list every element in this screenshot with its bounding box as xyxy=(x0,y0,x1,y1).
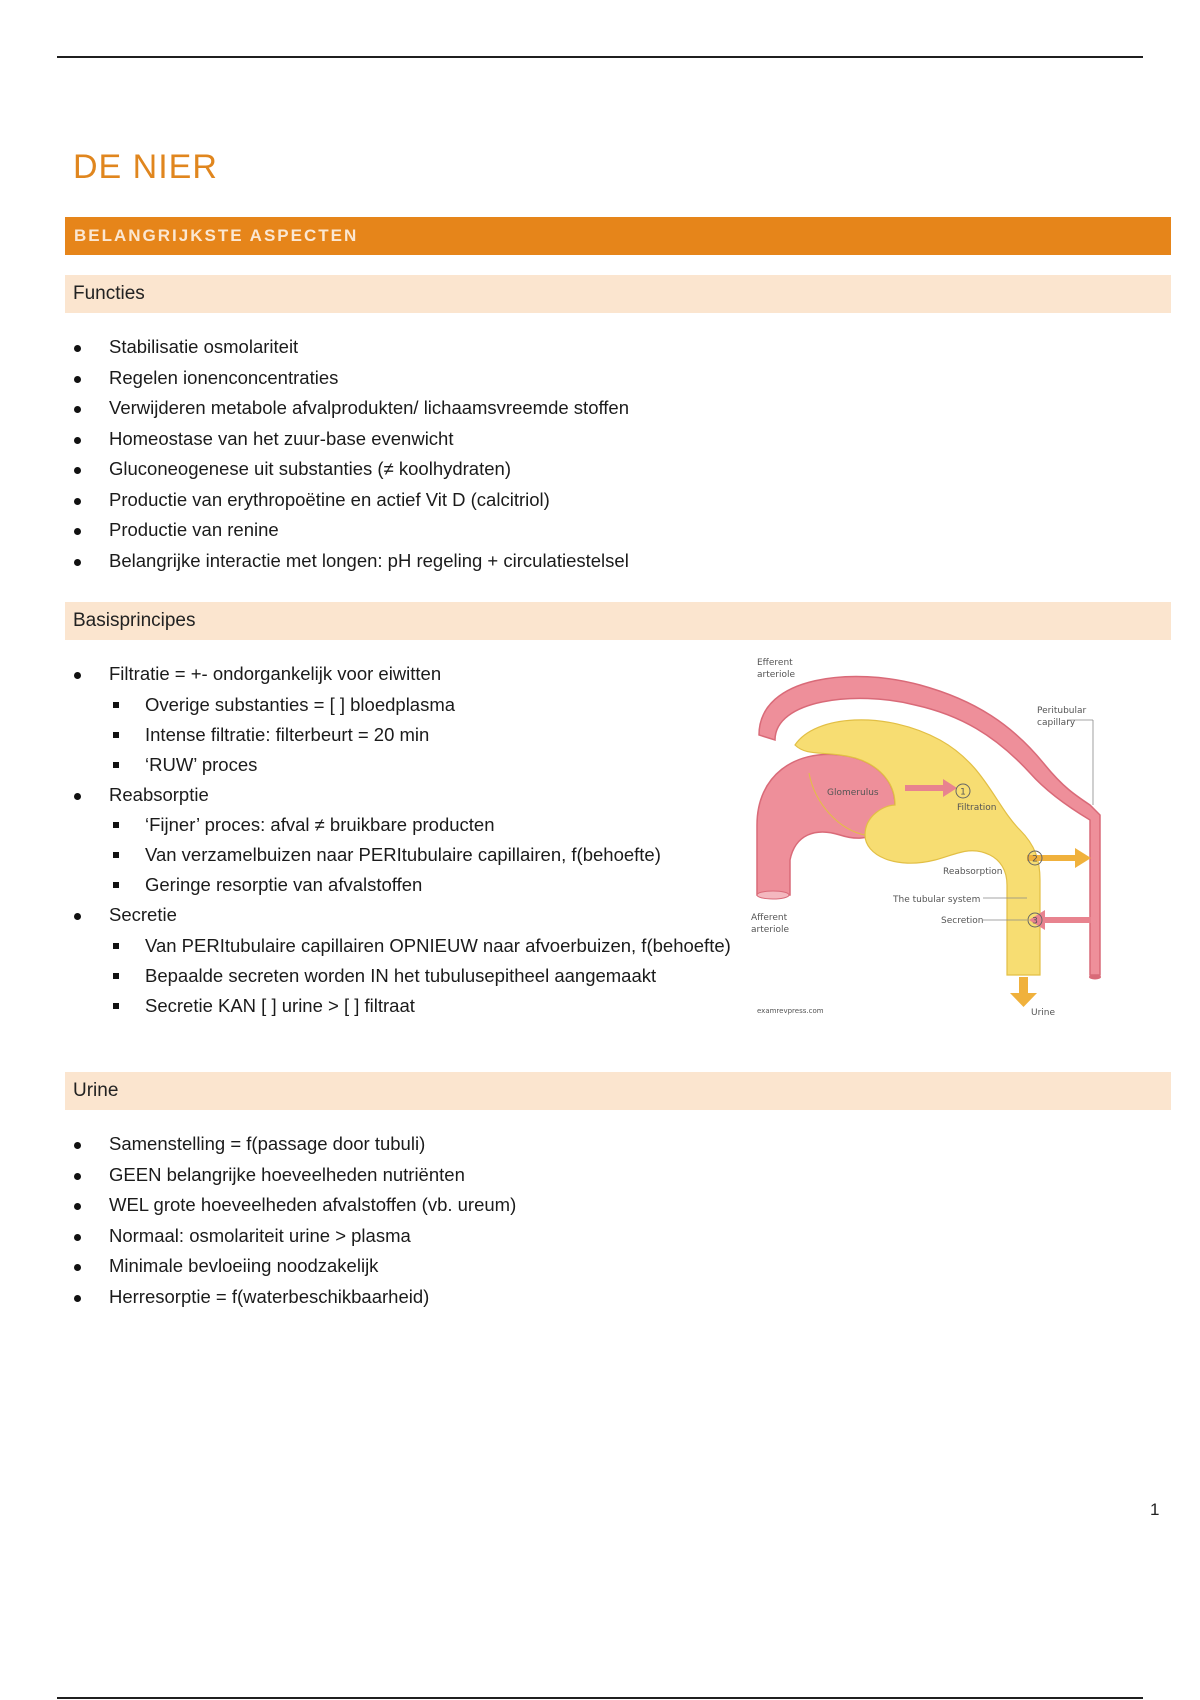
urine-heading: Urine xyxy=(65,1072,1171,1110)
basisprincipes-list xyxy=(73,659,733,1021)
sub-list-item: Intense filtratie: filterbeurt = 20 min xyxy=(73,720,733,750)
list-item: Productie van erythropoëtine en actief Vit D (calcitriol) xyxy=(73,485,733,516)
document-title: DE NIER xyxy=(73,148,218,186)
sub-list-item: Van verzamelbuizen naar PERItubulaire capillairen, f(behoefte) xyxy=(73,840,733,870)
list-item: Stabilisatie osmolariteit xyxy=(73,332,733,363)
list-item: Gluconeogenese uit substanties (≠ koolhydraten) xyxy=(73,454,733,485)
list-item-filtratie: Filtratie = +- ondorgankelijk voor eiwitten xyxy=(73,659,733,690)
sub-list-item: Bepaalde secreten worden IN het tubulusepitheel aangemaakt xyxy=(73,961,733,991)
sub-list-item: Overige substanties = [ ] bloedplasma xyxy=(73,690,733,720)
peritubular-label-2: capillary xyxy=(1037,718,1076,728)
step-3-label: 3 xyxy=(1032,916,1038,927)
tubular-system-label: The tubular system xyxy=(893,895,981,905)
nephron-diagram xyxy=(745,655,1115,1020)
secretion-label: Secretion xyxy=(941,916,984,926)
reabsorption-label: Reabsorption xyxy=(943,867,1003,877)
footer-rule xyxy=(57,1697,1143,1699)
nephron-svg xyxy=(745,655,1115,1020)
afferent-label-1: Afferent xyxy=(751,913,788,923)
header-rule xyxy=(57,56,1143,58)
figure-credit: examrevpress.com xyxy=(757,1007,824,1015)
list-item: Minimale bevloeiing noodzakelijk xyxy=(73,1251,733,1282)
urine-list xyxy=(73,1129,733,1312)
list-item: Productie van renine xyxy=(73,515,733,546)
list-item: WEL grote hoeveelheden afvalstoffen (vb. ureum) xyxy=(73,1190,733,1221)
section-banner: BELANGRIJKSTE ASPECTEN xyxy=(65,217,1171,255)
functies-heading: Functies xyxy=(65,275,1171,313)
list-item: Regelen ionenconcentraties xyxy=(73,363,733,394)
peritubular-label-1: Peritubular xyxy=(1037,706,1087,716)
sub-list-item: Geringe resorptie van afvalstoffen xyxy=(73,870,733,900)
step-1-label: 1 xyxy=(960,787,966,798)
urine-label: Urine xyxy=(1031,1008,1056,1018)
afferent-label-2: arteriole xyxy=(751,925,790,935)
sub-list-item: ‘Fijner’ proces: afval ≠ bruikbare producten xyxy=(73,810,733,840)
urine-arrow-icon xyxy=(1010,977,1037,1007)
list-item-reabsorptie: Reabsorptie xyxy=(73,780,733,811)
efferent-label-2: arteriole xyxy=(757,670,796,680)
sub-list-item: Secretie KAN [ ] urine > [ ] filtraat xyxy=(73,991,733,1021)
functies-list xyxy=(73,332,733,576)
glomerulus-label: Glomerulus xyxy=(827,788,879,798)
step-2-label: 2 xyxy=(1032,854,1038,865)
list-item: Normaal: osmolariteit urine > plasma xyxy=(73,1221,733,1252)
page-number: 1 xyxy=(1150,1500,1160,1519)
sub-list-item: ‘RUW’ proces xyxy=(73,750,733,780)
list-item-secretie: Secretie xyxy=(73,900,733,931)
list-item: Samenstelling = f(passage door tubuli) xyxy=(73,1129,733,1160)
list-item: Herresorptie = f(waterbeschikbaarheid) xyxy=(73,1282,733,1313)
list-item: GEEN belangrijke hoeveelheden nutriënten xyxy=(73,1160,733,1191)
basisprincipes-heading: Basisprincipes xyxy=(65,602,1171,640)
list-item: Belangrijke interactie met longen: pH regeling + circulatiestelsel xyxy=(73,546,733,577)
efferent-label-1: Efferent xyxy=(757,658,793,668)
sub-list-item: Van PERItubulaire capillairen OPNIEUW naar afvoerbuizen, f(behoefte) xyxy=(73,931,745,961)
filtration-label: Filtration xyxy=(957,803,997,813)
list-item: Verwijderen metabole afvalprodukten/ lichaamsvreemde stoffen xyxy=(73,393,733,424)
list-item: Homeostase van het zuur-base evenwicht xyxy=(73,424,733,455)
